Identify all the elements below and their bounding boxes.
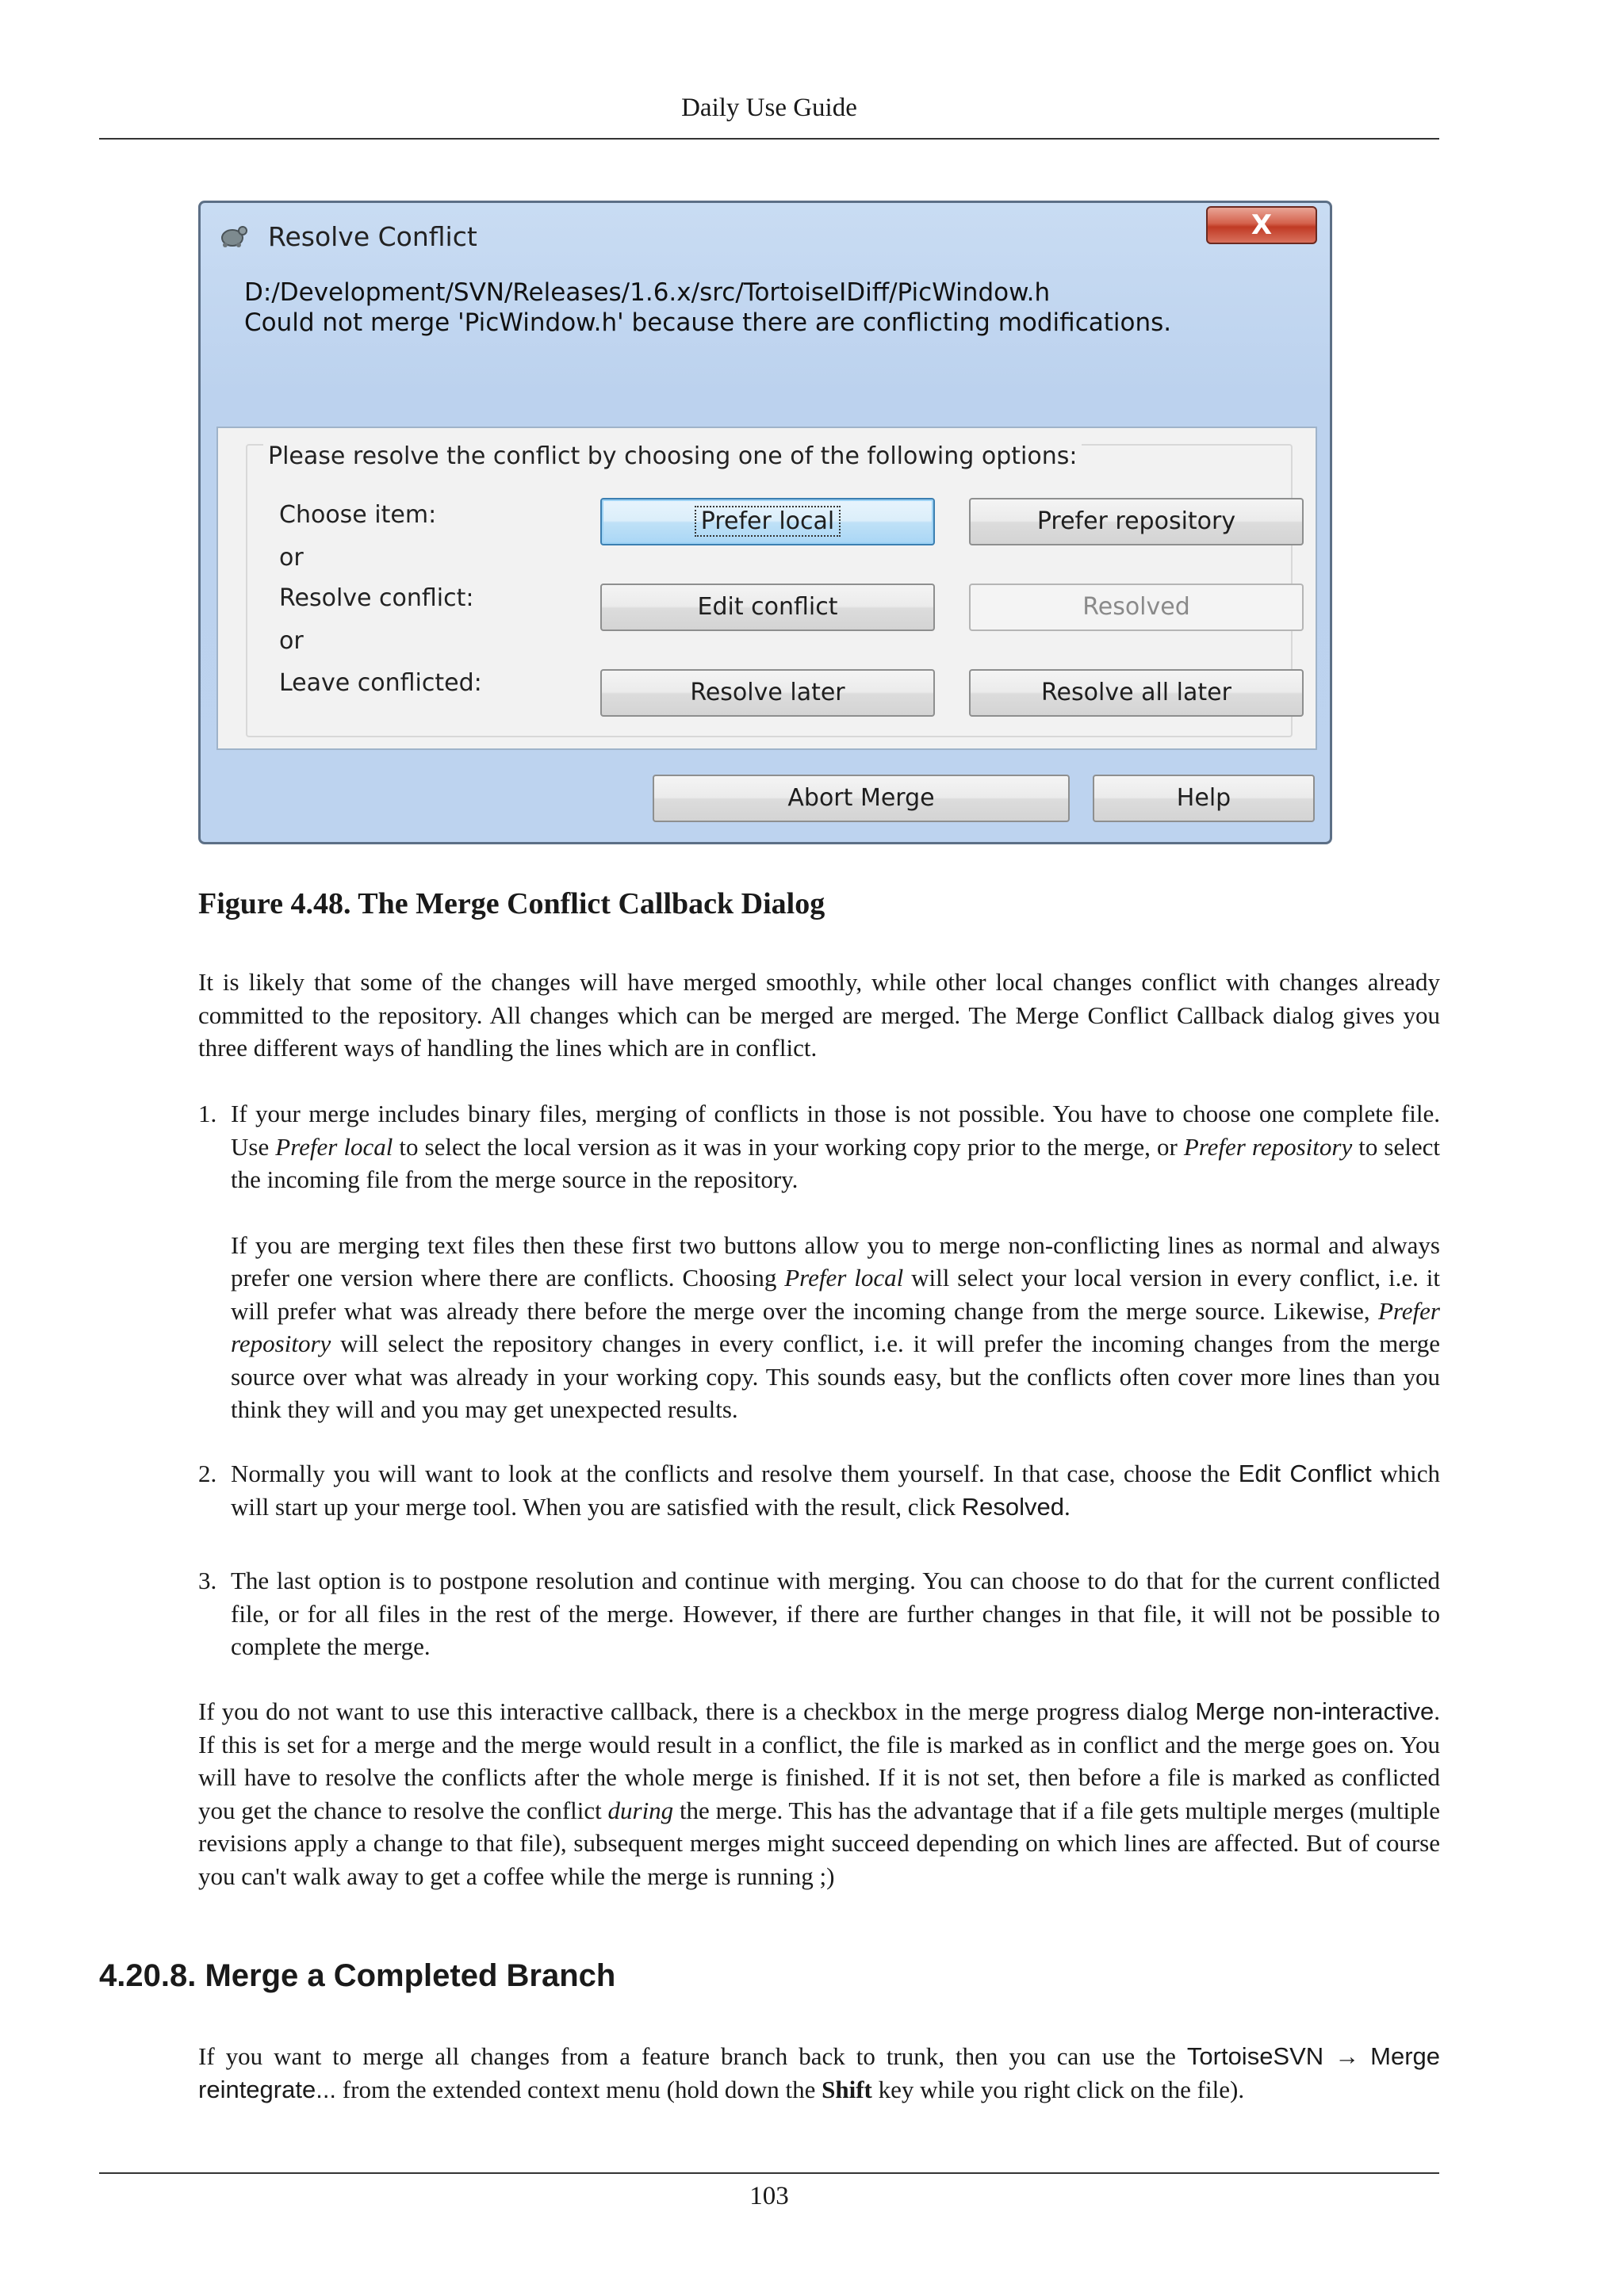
list-paragraph: The last option is to postpone resolution and continue with merging. You can choose to do that for the current conflicted file, or for all files in the rest of the merge. However, if there are further changes in that file, it will not be possible to complete the merge. bbox=[231, 1567, 1440, 1660]
intro-paragraph: It is likely that some of the changes will have merged smoothly, while other local changes conflict with changes already committed to the repository. All changes which can be merged are merged. The Merge Conflict Callback dialog gives you three different ways of handling the lines which are in conflict. bbox=[198, 968, 1440, 1062]
tortoisesvn-icon bbox=[218, 220, 250, 252]
help-button[interactable]: Help bbox=[1093, 775, 1315, 822]
page-number: 103 bbox=[749, 2182, 789, 2210]
prefer-local-label: Prefer local bbox=[696, 507, 840, 535]
groupbox-title: Please resolve the conflict by choosing one of the following options: bbox=[263, 442, 1082, 470]
list-item bbox=[198, 1457, 1440, 1523]
list-number: 1. bbox=[198, 1100, 217, 1127]
choose-item-label: Choose item: bbox=[279, 501, 437, 529]
figure-caption: Figure 4.48. The Merge Conflict Callback Dialog bbox=[198, 887, 825, 920]
resolve-later-button[interactable]: Resolve later bbox=[600, 669, 935, 717]
conflict-message: Could not merge 'PicWindow.h' because there are conflicting modifications. bbox=[244, 308, 1172, 337]
leave-conflicted-label: Leave conflicted: bbox=[279, 669, 482, 697]
dialog-title: Resolve Conflict bbox=[268, 221, 477, 252]
footer-rule bbox=[99, 2172, 1439, 2174]
resolve-all-later-button[interactable]: Resolve all later bbox=[969, 669, 1304, 717]
page-header: Daily Use Guide bbox=[681, 94, 857, 122]
list-paragraph: Normally you will want to look at the conflicts and resolve them yourself. In that case, choose the Edit Conflict which will start up your merge tool. When you are satisfied with the result, click Resolved. bbox=[231, 1460, 1441, 1521]
edit-conflict-button[interactable]: Edit conflict bbox=[600, 584, 935, 631]
resolve-conflict-dialog bbox=[198, 201, 1332, 844]
resolved-button[interactable]: Resolved bbox=[969, 584, 1304, 631]
resolve-conflict-label: Resolve conflict: bbox=[279, 584, 474, 612]
header-rule bbox=[99, 138, 1439, 140]
options-groupbox bbox=[246, 444, 1293, 737]
or-label: or bbox=[279, 544, 304, 572]
list-number: 2. bbox=[198, 1460, 217, 1487]
list-paragraph: If you are merging text files then these first two buttons allow you to merge non-conflicting lines as normal and always prefer one version where there are conflicts. Choosing Prefer local will select your local version in every conflict, i.e. it will prefer what was already there before the merge over the incoming change from the merge source. Likewise, Prefer repository will select the repository changes in every conflict, i.e. it will prefer the incoming changes from the merge source over what was already in your working copy. This sounds easy, but the conflicts often cover more lines than you think they will and you may get unexpected results. bbox=[231, 1230, 1440, 1423]
list-number: 3. bbox=[198, 1567, 217, 1594]
conflict-path: D:/Development/SVN/Releases/1.6.x/src/TortoiseIDiff/PicWindow.h bbox=[244, 278, 1051, 307]
list-item bbox=[198, 1564, 1440, 1663]
prefer-repository-button[interactable]: Prefer repository bbox=[969, 498, 1304, 545]
list-paragraph: If your merge includes binary files, merging of conflicts in those is not possible. You have to choose one complete file. Use Prefer local to select the local version as it was in your working copy prior to the merge, or Prefer repository to select the incoming file from the merge source in the repository. bbox=[231, 1100, 1441, 1193]
abort-merge-button[interactable]: Abort Merge bbox=[653, 775, 1070, 822]
close-button[interactable]: X bbox=[1206, 206, 1317, 244]
section-heading: 4.20.8. Merge a Completed Branch bbox=[99, 1958, 616, 1993]
or-label: or bbox=[279, 627, 304, 655]
noninteractive-paragraph: If you do not want to use this interactive callback, there is a checkbox in the merge progress dialog Merge non-interactive. If this is set for a merge and the merge would result in a conflict, the file is marked as in conflict and the merge goes on. You will have to resolve the conflicts after the whole merge is finished. If it is not set, then before a file is marked as conflicted you get the chance to resolve the conflict during the merge. This has the advantage that if a file gets multiple merges (multiple revisions apply a change to that file), subsequent merges might succeed depending on which lines are affected. But of course you can't walk away to get a coffee while the merge is running ;) bbox=[198, 1697, 1440, 1890]
branch-paragraph: If you want to merge all changes from a feature branch back to trunk, then you can use the TortoiseSVN → Merge reintegrate... from the extended context menu (hold down the Shift key while you right click on the file). bbox=[198, 2042, 1440, 2103]
list-item bbox=[198, 1097, 1440, 1426]
options-pane bbox=[216, 427, 1317, 750]
prefer-local-button[interactable] bbox=[600, 498, 935, 545]
